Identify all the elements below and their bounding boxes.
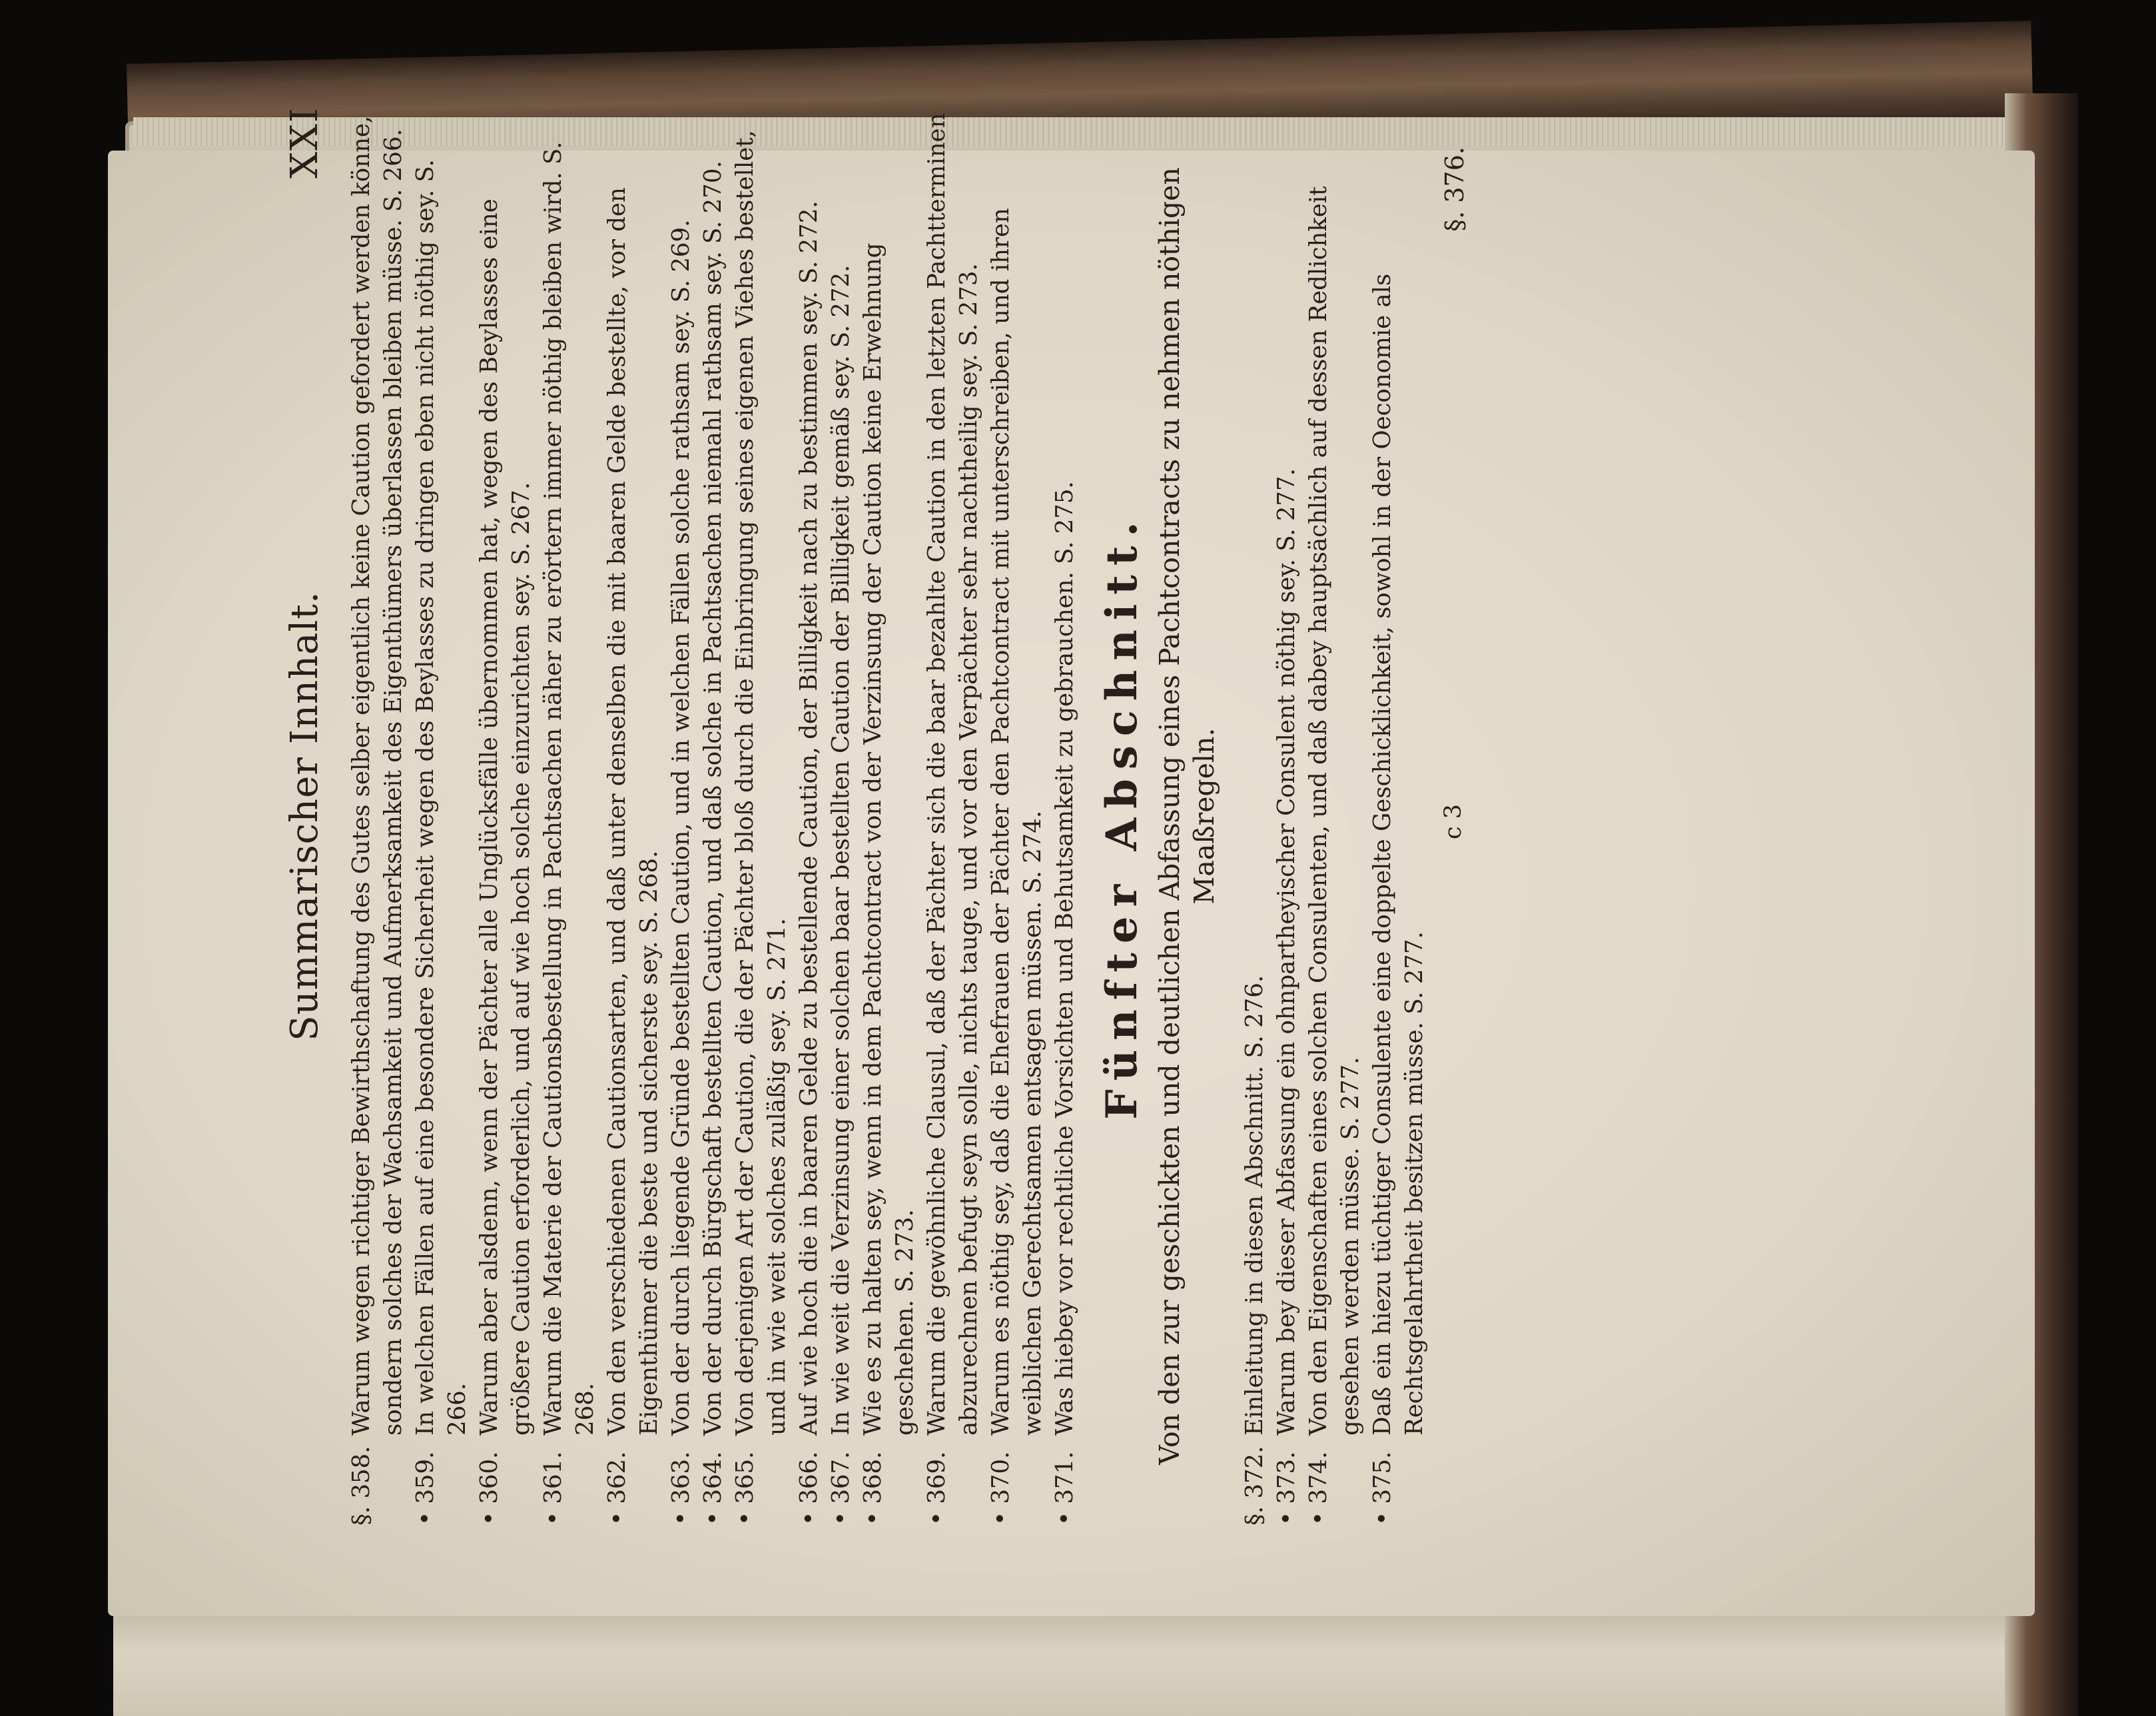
paragraph-number: • 361. — [539, 1451, 567, 1525]
entry-text: Auf wie hoch die in baaren Gelde zu bestellende Caution, der Billigkeit nach zu bestimmen sey. S. 272. — [795, 201, 823, 1436]
toc-entry — [1239, 107, 1271, 1525]
entry-text: Daß ein hiezu tüchtiger Consulente eine doppelte Geschicklichkeit, sowohl in der Oeconomie als Rechtsgelahrtheit besitzen müsse. S. 277. — [1369, 273, 1428, 1436]
page-number: XXI — [283, 107, 326, 179]
page-title: Summarischer Innhalt. — [283, 591, 326, 1041]
paragraph-number: • 364. — [699, 1451, 727, 1525]
paragraph-number: • 367. — [827, 1451, 855, 1525]
entry-text: In wie weit die Verzinsung einer solchen baar bestellten Caution der Billigkeit gemäß sey. S. 272. — [827, 264, 855, 1436]
facing-page — [113, 1607, 2031, 1716]
paragraph-number: §. 358. — [348, 1446, 375, 1525]
toc-entries — [346, 107, 1081, 1525]
toc-entry — [921, 107, 985, 1525]
entry-text: Einleitung in diesen Abschnitt. S. 276. — [1241, 975, 1268, 1436]
entry-text: Von derjenigen Art der Caution, die der Pächter bloß durch die Einbringung seines eigenen Viehes bestellet, und in wie weit solches zuläßig sey. S. 271. — [731, 130, 791, 1436]
paragraph-number: • 375. — [1369, 1451, 1396, 1525]
entry-text: Von den Eigenschaften eines solchen Consulenten, und daß dabey hauptsächlich auf dessen Redlichkeit gesehen werden müsse. S. 277. — [1305, 186, 1364, 1436]
section-entries — [1239, 107, 1431, 1525]
toc-entry — [729, 107, 793, 1525]
toc-entry — [346, 107, 410, 1525]
paragraph-number: §. 372. — [1241, 1446, 1268, 1525]
toc-entry — [665, 107, 697, 1525]
toc-entry — [697, 107, 729, 1525]
paragraph-number: • 371. — [1051, 1451, 1078, 1525]
toc-entry — [825, 107, 857, 1525]
entry-text: Warum es nöthig sey, daß die Ehefrauen der Pächter den Pachtcontract mit unterschreiben, und ihren weiblichen Gerechtsamen entsagen müssen. S. 274. — [987, 208, 1046, 1436]
entry-text: Von der durch liegende Gründe bestellten Caution, und in welchen Fällen solche rathsam sey. S. 269. — [667, 219, 695, 1436]
entry-text: Wie es zu halten sey, wenn in dem Pachtcontract von der Verzinsung der Caution keine Erwehnung geschehen. S. 273. — [859, 242, 918, 1436]
entry-text: Warum aber alsdenn, wenn der Pächter alle Unglücksfälle übernommen hat, wegen des Beylasses eine größere Caution erforderlich, und auf wie hoch solche einzurichten sey. S. 267. — [476, 199, 535, 1436]
toc-entry — [1367, 107, 1431, 1525]
page-text-block — [283, 107, 1935, 1525]
toc-entry — [1271, 107, 1303, 1525]
entry-text: Von der durch Bürgschaft bestellten Caution, und daß solche in Pachtsachen niemahl rathsam sey. S. 270. — [699, 161, 727, 1436]
toc-entry — [985, 107, 1049, 1525]
entry-text: In welchen Fällen auf eine besondere Sicherheit wegen des Beylasses zu dringen eben nicht nöthig sey. S. 266. — [412, 159, 471, 1436]
signature-mark: c 3 — [1440, 804, 1467, 839]
toc-entry — [410, 107, 474, 1525]
paragraph-number: • 370. — [987, 1451, 1014, 1525]
paragraph-number: • 363. — [667, 1451, 695, 1525]
section-heading: Fünfter Abschnitt. — [1097, 512, 1147, 1120]
paragraph-number: • 362. — [603, 1451, 631, 1525]
running-header — [283, 107, 343, 1525]
paragraph-number: • 374. — [1305, 1451, 1332, 1525]
page-footer — [1440, 107, 1475, 1525]
entry-text: Was hiebey vor rechtliche Vorsichten und Behutsamkeit zu gebrauchen. S. 275. — [1051, 481, 1078, 1436]
paragraph-number: • 369. — [923, 1451, 950, 1525]
paragraph-number: • 373. — [1273, 1451, 1300, 1525]
paragraph-number: • 359. — [412, 1451, 439, 1525]
paragraph-number: • 368. — [859, 1451, 887, 1525]
paragraph-number: • 365. — [731, 1451, 759, 1525]
toc-entry — [857, 107, 921, 1525]
toc-entry — [1049, 107, 1081, 1525]
entry-text: Von den verschiedenen Cautionsarten, und daß unter denselben die mit baaren Gelde bestellte, vor den Eigenthümer die beste und sicherste sey. S. 268. — [603, 187, 663, 1436]
entry-text: Warum wegen richtiger Bewirthschaftung des Gutes selber eigentlich keine Caution gefordert werden könne, sondern solches der Wachsamkeit und Aufmerksamkeit des Eigenthümers überlassen bleiben müsse. S. 266. — [348, 115, 407, 1436]
entry-text: Warum bey dieser Abfassung ein ohnpartheyischer Consulent nöthig sey. S. 277. — [1273, 468, 1300, 1436]
toc-entry — [601, 107, 665, 1525]
entry-text: Warum die Materie der Cautionsbestellung in Pachtsachen näher zu erörtern immer nöthig bleiben wird. S. 268. — [539, 141, 599, 1436]
catchword: §. 376. — [1440, 147, 1469, 232]
toc-entry — [1303, 107, 1367, 1525]
paragraph-number: • 366. — [795, 1451, 823, 1525]
entry-text: Warum die gewöhnliche Clausul, daß der Pächter sich die baar bezahlte Caution in den letzten Pachtterminen abzurechnen befugt seyn solle, nichts tauge, und vor den Verpächter sehr nachtheilig sey. S. 273. — [923, 113, 982, 1436]
section-subheading: Von den zur geschickten und deutlichen Abfassung eines Pachtcontracts zu nehmen nöthigen Maaßregeln. — [1154, 167, 1220, 1465]
toc-entry — [474, 107, 538, 1525]
toc-entry — [793, 107, 825, 1525]
paragraph-number: • 360. — [476, 1451, 503, 1525]
toc-entry — [538, 107, 601, 1525]
